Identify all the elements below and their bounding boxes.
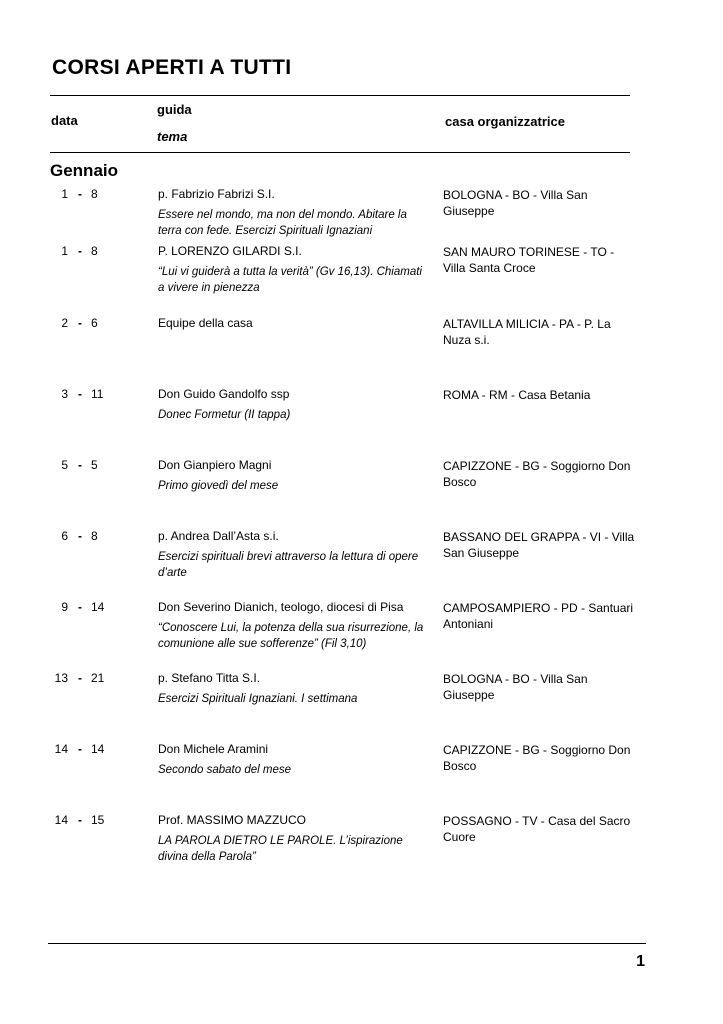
header-data: data bbox=[51, 113, 78, 128]
date-to: 8 bbox=[91, 187, 98, 201]
date-dash: - bbox=[78, 316, 82, 330]
course-row bbox=[0, 316, 723, 386]
course-house: BASSANO DEL GRAPPA - VI - Villa San Giuseppe bbox=[443, 530, 635, 560]
course-house: ALTAVILLA MILICIA - PA - P. La Nuza s.i. bbox=[443, 317, 611, 347]
header-top-rule bbox=[50, 95, 630, 96]
date-dash: - bbox=[78, 187, 82, 201]
date-from: 5 bbox=[61, 458, 68, 472]
course-guide: p. Andrea Dall’Asta s.i. bbox=[158, 529, 279, 543]
course-guide: Prof. MASSIMO MAZZUCO bbox=[158, 813, 307, 827]
course-house: POSSAGNO - TV - Casa del Sacro Cuore bbox=[443, 814, 631, 844]
course-row bbox=[0, 813, 723, 883]
course-guide: Don Guido Gandolfo ssp bbox=[158, 387, 290, 401]
course-house: ROMA - RM - Casa Betania bbox=[443, 388, 591, 402]
course-theme: Esercizi spirituali brevi attraverso la lettura di opere d’arte bbox=[158, 551, 419, 579]
course-theme: Donec Formetur (II tappa) bbox=[158, 409, 291, 421]
course-guide: Don Michele Aramini bbox=[158, 742, 269, 756]
date-to: 8 bbox=[91, 529, 98, 543]
course-row bbox=[0, 742, 723, 812]
course-house: BOLOGNA - BO - Villa San Giuseppe bbox=[443, 672, 588, 702]
course-theme: Esercizi Spirituali Ignaziani. I settimana bbox=[158, 693, 358, 705]
course-theme: LA PAROLA DIETRO LE PAROLE. L’ispirazione divina della Parola” bbox=[158, 835, 403, 863]
date-from: 13 bbox=[54, 671, 68, 685]
date-dash: - bbox=[78, 671, 82, 685]
course-house: SAN MAURO TORINESE - TO - Villa Santa Croce bbox=[443, 245, 615, 275]
course-row bbox=[0, 387, 723, 457]
course-guide: Don Severino Dianich, teologo, diocesi di Pisa bbox=[158, 600, 404, 614]
date-from: 14 bbox=[54, 742, 68, 756]
course-guide: P. LORENZO GILARDI S.I. bbox=[158, 244, 302, 258]
page-number: 1 bbox=[636, 953, 645, 970]
course-row bbox=[0, 244, 723, 314]
course-row bbox=[0, 600, 723, 670]
course-theme: Primo giovedì del mese bbox=[158, 480, 279, 492]
date-to: 14 bbox=[91, 742, 105, 756]
date-to: 6 bbox=[91, 316, 98, 330]
course-theme: Essere nel mondo, ma non del mondo. Abitare la terra con fede. Esercizi Spirituali Ignaziani bbox=[158, 209, 407, 237]
date-to: 21 bbox=[91, 671, 105, 685]
date-from: 3 bbox=[61, 387, 68, 401]
course-guide: Equipe della casa bbox=[158, 316, 253, 330]
course-guide: p. Fabrizio Fabrizi S.I. bbox=[158, 187, 275, 201]
header-tema: tema bbox=[157, 129, 188, 144]
header-guida: guida bbox=[157, 102, 192, 117]
course-house: CAPIZZONE - BG - Soggiorno Don Bosco bbox=[443, 459, 631, 489]
date-to: 14 bbox=[91, 600, 105, 614]
date-dash: - bbox=[78, 600, 82, 614]
month-heading: Gennaio bbox=[50, 161, 119, 180]
header-bottom-rule bbox=[50, 152, 630, 153]
date-dash: - bbox=[78, 742, 82, 756]
date-from: 9 bbox=[61, 600, 68, 614]
course-row bbox=[0, 458, 723, 528]
course-guide: p. Stefano Titta S.I. bbox=[158, 671, 261, 685]
page-title: CORSI APERTI A TUTTI bbox=[52, 56, 292, 79]
date-dash: - bbox=[78, 244, 82, 258]
header-casa: casa organizzatrice bbox=[445, 114, 565, 129]
date-from: 1 bbox=[61, 244, 68, 258]
date-from: 2 bbox=[61, 316, 68, 330]
course-theme: “Lui vi guiderà a tutta la verità” (Gv 16,13). Chiamati a vivere in pienezza bbox=[158, 266, 422, 294]
date-from: 6 bbox=[61, 529, 68, 543]
date-from: 14 bbox=[54, 813, 68, 827]
date-to: 15 bbox=[91, 813, 105, 827]
date-dash: - bbox=[78, 813, 82, 827]
date-from: 1 bbox=[61, 187, 68, 201]
course-house: CAMPOSAMPIERO - PD - Santuari Antoniani bbox=[443, 601, 634, 631]
course-theme: “Conoscere Lui, la potenza della sua risurrezione, la comunione alle sue sofferenze” (Fil 3,10) bbox=[158, 622, 424, 650]
date-to: 5 bbox=[91, 458, 98, 472]
date-dash: - bbox=[78, 458, 82, 472]
course-row bbox=[0, 671, 723, 741]
footer-rule bbox=[48, 943, 646, 944]
date-to: 11 bbox=[91, 387, 104, 401]
course-house: BOLOGNA - BO - Villa San Giuseppe bbox=[443, 188, 588, 218]
date-dash: - bbox=[78, 529, 82, 543]
course-house: CAPIZZONE - BG - Soggiorno Don Bosco bbox=[443, 743, 631, 773]
course-theme: Secondo sabato del mese bbox=[158, 764, 291, 776]
date-to: 8 bbox=[91, 244, 98, 258]
course-row bbox=[0, 529, 723, 599]
course-guide: Don Gianpiero Magni bbox=[158, 458, 272, 472]
date-dash: - bbox=[78, 387, 82, 401]
